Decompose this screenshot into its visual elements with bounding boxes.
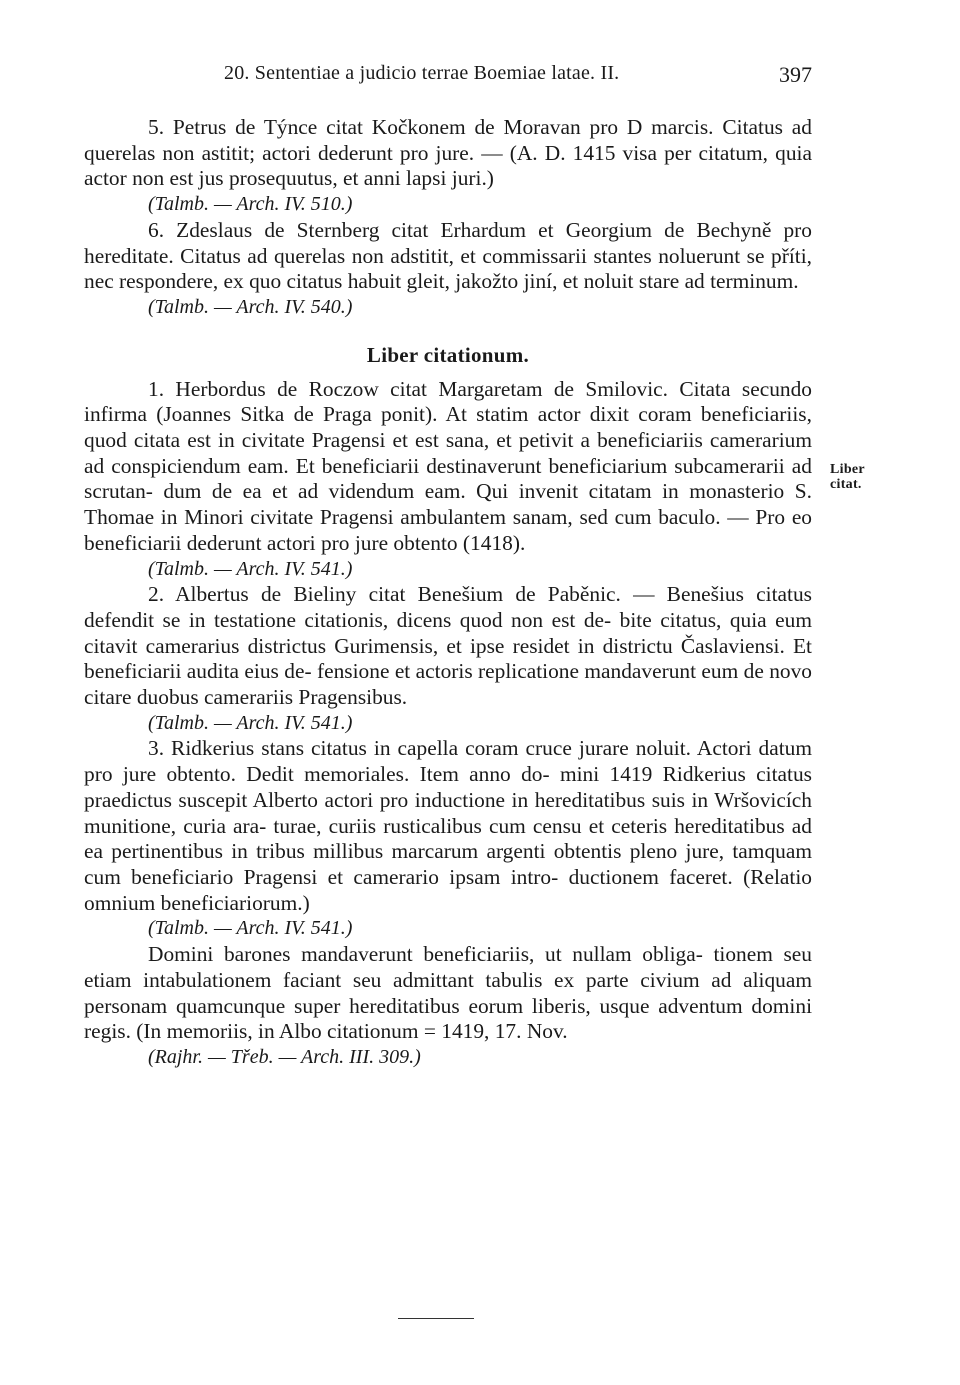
text-line: S. Thomae in Minori civitate Pragensi ambulantem sanam, sed cum (84, 479, 812, 530)
text-line: citatus defendit se in testatione citationis, dicens quod non est de- (84, 582, 813, 632)
text-line: pertinentibus in tribus millibus marcarum argenti obtentis pleno (111, 839, 678, 864)
text-line: parte civium ad aliquam personam quamcunque super hereditatibus (84, 967, 812, 1018)
paragraph-liber-1 (84, 377, 812, 557)
text-line: 1415 visa per citatum, quia actor non est jus prosequutus, et anni (84, 140, 812, 191)
text-line: ductionem faceret. (Relatio omnium beneficiariorum.) (84, 864, 812, 915)
citation-reference: (Talmb. — Arch. IV. 541.) (148, 711, 353, 734)
text-line: ipse residet in districtu Časlaviensi. Et beneficiarii audita eius de- (84, 633, 812, 684)
paragraph-entry-6 (84, 218, 812, 295)
text-line: baculo. — Pro eo beneficiarii dederunt actori pro jure obtento (1418). (84, 505, 813, 555)
end-rule (398, 1318, 474, 1319)
margin-note-line: citat. (830, 477, 862, 492)
text-line: Citatus ad querelas non astitit; actori dederunt pro jure. — (A. D. (84, 115, 812, 165)
citation-reference: (Talmb. — Arch. IV. 541.) (148, 917, 353, 940)
header-title: 20. Sententiae a judicio terrae Boemiae latae. II. (224, 62, 620, 84)
text-line: Actori datum pro jure obtento. Dedit memoriales. Item anno do- (84, 736, 812, 787)
text-line: eorum liberis, usque adventum domini regis. (In memoriis, in Albo (84, 993, 813, 1044)
text-line: dum de ea et ad videndum eam. Qui invenit citatam in monasterio (163, 479, 785, 504)
page-number: 397 (779, 62, 812, 87)
paragraph-entry-5 (84, 115, 812, 192)
citation-reference: (Talmb. — Arch. IV. 540.) (148, 295, 353, 318)
text-line: 3. Ridkerius stans citatus in capella coram cruce jurare noluit. (148, 736, 692, 761)
text-line: sana, et petivit a beneficiariis camerarium ad conspiciendum eam. (84, 428, 812, 478)
citation-reference: (Rajhr. — Třeb. — Arch. III. 309.) (148, 1045, 421, 1068)
text-line: 6. Zdeslaus de Sternberg citat Erhardum et Georgium de Bechyně (148, 217, 772, 242)
text-line: stantes noluerunt se příti, nec respondere, ex quo citatus habuit (84, 243, 813, 294)
body-text (84, 115, 812, 1071)
section-title: Liber citationum. (366, 342, 530, 367)
margin-note-line: Liber (830, 462, 865, 477)
text-line: duobus camerariis Pragensibus. (136, 685, 408, 710)
paragraph-liber-2 (84, 582, 812, 711)
text-line: pro hereditate. Citatus ad querelas non adstitit, et commissarii (84, 217, 812, 268)
text-line: Et beneficiarii destinaverunt beneficiarium subcamerarii ad scrutan- (84, 453, 812, 504)
text-line: citationum = 1419, 17. Nov. (327, 1019, 568, 1044)
citation-reference: (Talmb. — Arch. IV. 541.) (148, 557, 353, 580)
text-line: lapsi juri.) (406, 166, 494, 191)
text-line: 1. Herbordus de Roczow citat Margaretam de Smilovic. Citata (148, 376, 731, 401)
text-line: bite citatus, quia eum citavit camerarius districtus Gurimensis, et (84, 607, 812, 658)
text-line: secundo infirma (Joannes Sitka de Praga ponit). At statim actor (84, 376, 812, 427)
text-line: 2. Albertus de Bieliny citat Benešium de Paběnic. — Benešius (148, 582, 744, 607)
paragraph-domini-barones (84, 942, 812, 1045)
citation-reference: (Talmb. — Arch. IV. 510.) (148, 193, 353, 216)
text-line: dixit coram beneficiariis, quod citata est in civitate Pragensi et est (84, 402, 812, 453)
running-header (84, 62, 812, 94)
margin-note (830, 462, 865, 492)
text-line: mini 1419 Ridkerius citatus praedictus suscepit Alberto actori pro (84, 762, 812, 812)
text-line: jure, tamquam cum beneficiario Pragensi et camerario ipsam intro- (84, 839, 812, 889)
text-line: tionem seu etiam intabulationem faciant seu admittant tabulis ex (84, 942, 812, 992)
text-line: turae, curiis rusticalibus cum censu et ceteris hereditatibus ad ea (84, 813, 812, 864)
text-line: 5. Petrus de Týnce citat Kočkonem de Moravan pro D marcis. (148, 115, 714, 139)
text-line: fensione et actoris replicatione mandaverunt eum de novo citare (84, 659, 812, 710)
paragraph-liber-3 (84, 736, 812, 916)
text-line: gleit, jakožto jiní, et noluit stare ad terminum. (406, 269, 799, 294)
text-line: Domini barones mandaverunt beneficiariis, ut nullam obliga- (148, 942, 703, 967)
text-line: inductione in hereditatibus suis in Wršovicích munitione, curia ara- (84, 787, 812, 838)
